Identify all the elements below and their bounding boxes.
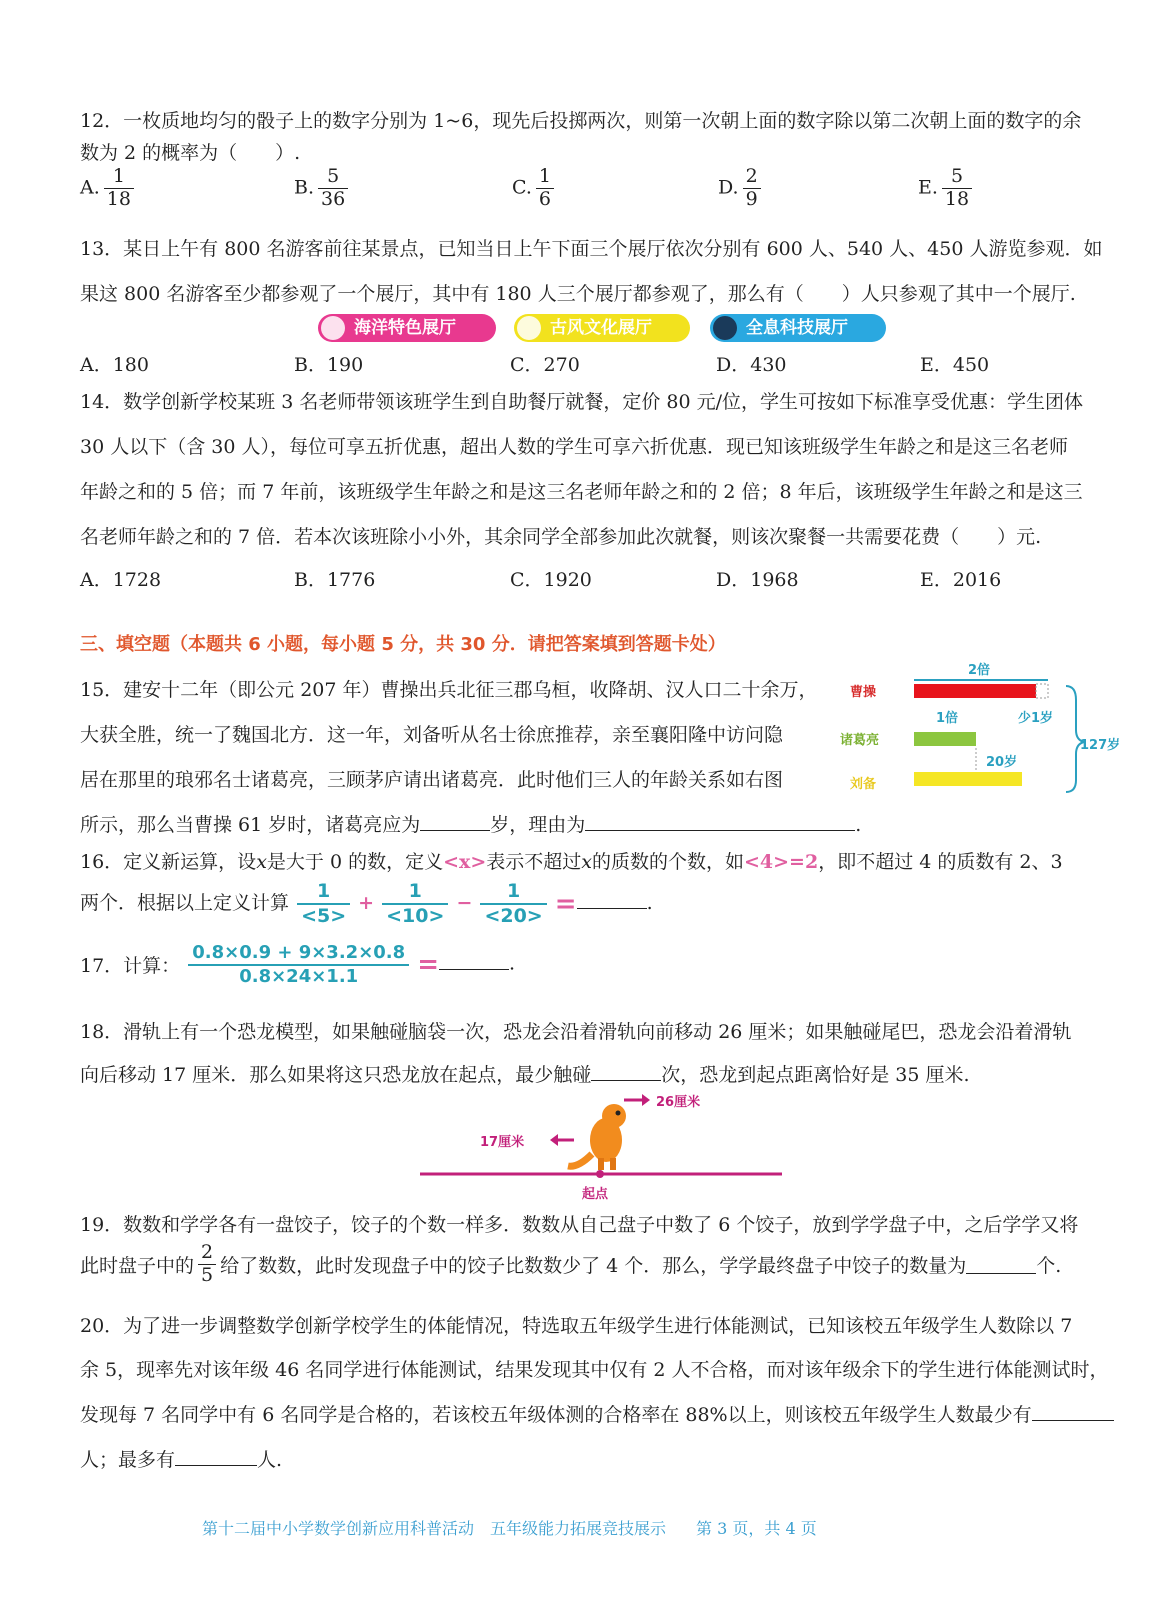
q20-line1: 20．为了进一步调整数学创新学校学生的体能情况，特选取五年级学生进行体能测试，已知该校五年级学生人数除以 7 <box>80 1315 1073 1337</box>
q17-answer-blank[interactable] <box>439 951 509 970</box>
q12-line1: 12．一枚质地均匀的骰子上的数字分别为 1~6，现先后投掷两次，则第一次朝上面的数字除以第二次朝上面的数字的余 <box>80 110 1082 132</box>
q12-option-e: E. $\frac{5}{18}$ <box>918 166 976 211</box>
q14-option-e: E．2016 <box>920 569 1002 591</box>
q18-answer-blank[interactable] <box>591 1062 661 1081</box>
vr-headset-icon <box>713 316 737 340</box>
label-forward: 26厘米 <box>656 1095 701 1110</box>
q18-line2: 向后移动 17 厘米．那么如果将这只恐龙放在起点，最少触碰 次，恐龙到起点距离恰好是 35 厘米. <box>80 1064 970 1086</box>
q16-frac-2: $\frac{1}{<10>}$ <box>382 880 448 928</box>
section-3-heading: 三、填空题（本题共 6 小题，每小题 5 分，共 30 分．请把答案填到答题卡处） <box>80 634 726 655</box>
scroll-icon <box>517 316 541 340</box>
q16-answer-blank[interactable] <box>577 890 647 909</box>
bar-liubei <box>914 772 1022 786</box>
label-less1: 少1岁 <box>1018 711 1054 726</box>
q16-frac-3: $\frac{1}{<20>}$ <box>480 880 546 928</box>
q16-line2: 两个．根据以上定义计算 $\frac{1}{<5>}$ + $\frac{1}{<10>}$ − $\frac{1}{<20>}$ = . <box>80 880 653 927</box>
q19-line2: 此时盘子中的 $\frac{2}{5}$ 给了数数，此时发现盘子中的饺子比数数少了 4 个．那么，学学最终盘子中饺子的数量为 个. <box>80 1241 1062 1286</box>
q13-option-e: E．450 <box>920 354 990 376</box>
q13-option-b: B．190 <box>294 354 364 376</box>
q12-option-c: C. $\frac{1}{6}$ <box>512 166 558 211</box>
dinosaur-icon <box>568 1104 626 1170</box>
q20-answer-blank-max[interactable] <box>175 1447 257 1466</box>
q19-answer-blank[interactable] <box>966 1255 1036 1274</box>
q14-option-a: A．1728 <box>80 569 162 591</box>
bar-caocao <box>914 684 1036 698</box>
q15-line3: 居在那里的琅邪名士诸葛亮，三顾茅庐请出诸葛亮．此时他们三人的年龄关系如右图 <box>80 769 784 791</box>
label-zhuge: 诸葛亮 <box>840 733 880 748</box>
page-footer <box>202 1516 817 1539</box>
q13-option-d: D．430 <box>716 354 787 376</box>
q17-line: 17．计算： $\frac{0.8\times 0.9 + 9\times 3.2\times 0.8}{0.8\times 24\times 1.1}$ = . <box>80 942 516 987</box>
q12-option-d: D. $\frac{2}{9}$ <box>718 166 765 211</box>
q20-line2: 余 5，现率先对该年级 46 名同学进行体能测试，结果发现其中仅有 2 人不合格，而对该年级余下的学生进行体能测试时， <box>80 1359 1109 1381</box>
footer-page-number: 第 3 页，共 4 页 <box>696 1519 817 1538</box>
q20-line4: 人；最多有 人. <box>80 1449 283 1471</box>
q12-option-b: B. $\frac{5}{36}$ <box>294 166 352 211</box>
q14-option-c: C．1920 <box>510 569 592 591</box>
q19-line1: 19．数数和学学各有一盘饺子，饺子的个数一样多．数数从自己盘子中数了 6 个饺子，放到学学盘子中，之后学学又将 <box>80 1214 1079 1236</box>
label-start: 起点 <box>582 1187 609 1202</box>
dinosaur-track-figure <box>418 1088 788 1204</box>
q16-line1: 16．定义新运算，设x是大于 0 的数，定义<x>表示不超过x的质数的个数，如<4>=2，即不超过 4 的质数有 2、3 <box>80 851 1063 873</box>
q13-option-a: A．180 <box>80 354 149 376</box>
q13-option-c: C．270 <box>510 354 580 376</box>
hall-ocean: 海洋特色展厅 <box>318 314 496 342</box>
label-backward: 17厘米 <box>480 1135 525 1150</box>
q13-line2: 果这 800 名游客至少都参观了一个展厅，其中有 180 人三个展厅都参观了，那么有（ ）人只参观了其中一个展厅. <box>80 283 1076 305</box>
label-20: 20岁 <box>986 755 1018 770</box>
q18-line1: 18．滑轨上有一个恐龙模型，如果触碰脑袋一次，恐龙会沿着滑轨向前移动 26 厘米；如果触碰尾巴，恐龙会沿着滑轨 <box>80 1021 1072 1043</box>
q14-line3: 年龄之和的 5 倍；而 7 年前，该班级学生年龄之和是这三名老师年龄之和的 2 倍；8 年后，该班级学生年龄之和是这三 <box>80 481 1083 503</box>
hall-ancient: 古风文化展厅 <box>514 314 690 342</box>
label-2x: 2倍 <box>968 663 991 678</box>
q15-line1: 15．建安十二年（即公元 207 年）曹操出兵北征三郡乌桓，收降胡、汉人口二十余万， <box>80 679 818 701</box>
q15-answer-blank-1[interactable] <box>420 812 490 831</box>
q16-frac-1: $\frac{1}{<5>}$ <box>297 880 350 928</box>
q20-answer-blank-min[interactable] <box>1032 1402 1114 1421</box>
label-total: 127岁 <box>1080 738 1121 753</box>
q15-line4: 所示，那么当曹操 61 岁时，诸葛亮应为 岁，理由为 . <box>80 814 862 836</box>
hall-tech: 全息科技展厅 <box>710 314 886 342</box>
label-caocao: 曹操 <box>850 685 877 700</box>
q12-line2: 数为 2 的概率为（ ）. <box>80 142 301 164</box>
q14-option-d: D．1968 <box>716 569 799 591</box>
q14-line1: 14．数学创新学校某班 3 名老师带领该班学生到自助餐厅就餐，定价 80 元/位，学生可按如下标准享受优惠：学生团体 <box>80 391 1084 413</box>
label-1x: 1倍 <box>936 711 959 726</box>
start-point <box>596 1170 604 1178</box>
q15-answer-blank-2[interactable] <box>585 812 855 831</box>
ocean-icon <box>321 316 345 340</box>
q12-option-a: A. $\frac{1}{18}$ <box>80 166 138 211</box>
q14-option-b: B．1776 <box>294 569 376 591</box>
q17-fraction: $\frac{0.8\times 0.9 + 9\times 3.2\times 0.8}{0.8\times 24\times 1.1}$ <box>188 942 409 987</box>
q14-line4: 名老师年龄之和的 7 倍．若本次该班除小小外，其余同学全部参加此次就餐，则该次聚餐一共需要花费（ ）元. <box>80 526 1042 548</box>
q13-line1: 13．某日上午有 800 名游客前往某景点，已知当日上午下面三个展厅依次分别有 600 人、540 人、450 人游览参观．如 <box>80 238 1103 260</box>
q14-line2: 30 人以下（含 30 人），每位可享五折优惠，超出人数的学生可享六折优惠．现已知该班级学生年龄之和是这三名老师 <box>80 436 1068 458</box>
age-diagram <box>840 660 1140 800</box>
label-liubei: 刘备 <box>850 777 877 792</box>
q15-line2: 大获全胜，统一了魏国北方．这一年，刘备听从名士徐庶推荐，亲至襄阳隆中访问隐 <box>80 724 784 746</box>
bar-caocao-gap <box>1036 684 1048 698</box>
q20-line3: 发现每 7 名同学中有 6 名同学是合格的，若该校五年级体测的合格率在 88%以上，则该校五年级学生人数最少有 <box>80 1400 1114 1427</box>
bar-zhuge <box>914 732 976 746</box>
footer-event: 第十二届中小学数学创新应用科普活动 五年级能力拓展竞技展示 <box>202 1519 667 1538</box>
